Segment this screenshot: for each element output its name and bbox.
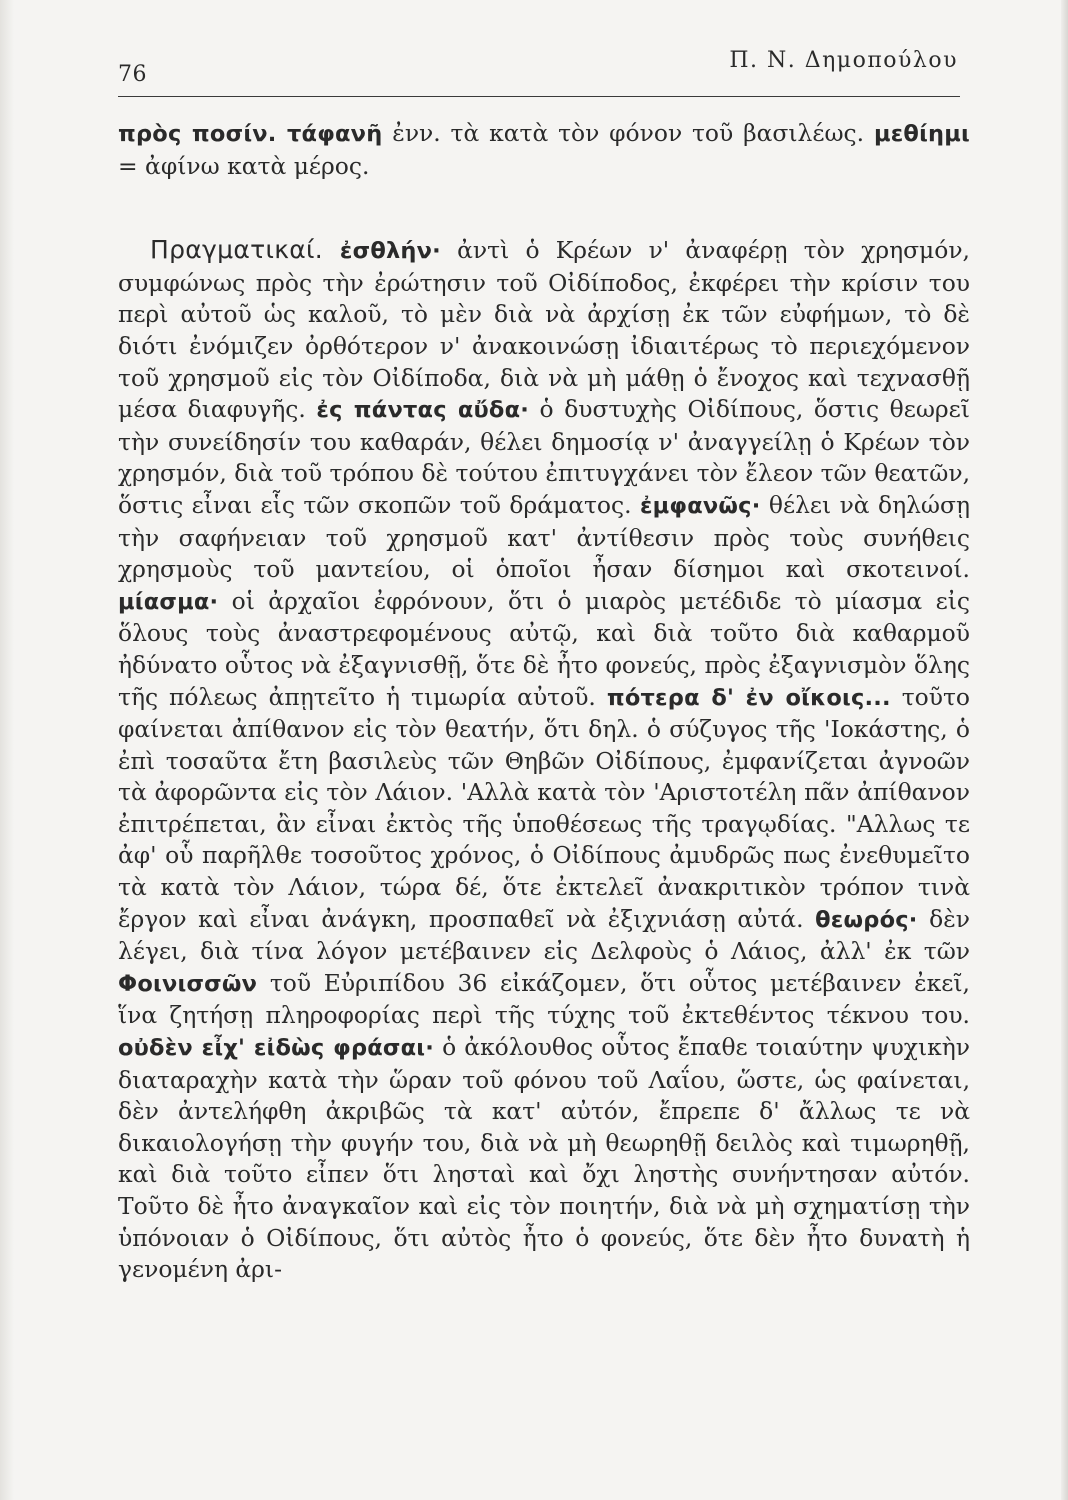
running-head-author: Π. Ν. Δημοπούλου [729,48,958,73]
lemma: μίασμα· [118,588,219,615]
gloss-text: τοῦτο φαίνεται ἀπίθανον εἰς τὸν θεατήν, ὅτι δηλ. ὁ σύζυγος τῆς 'Ιοκάστης, ὁ ἐπὶ τοσαῦτα ἔτη βασιλεὺς τῶν Θηβῶν Οἰδίπους, ἐμφανίζεται ἀγνοῶν τὰ ἀφορῶντα εἰς τὸν Λάιον. 'Αλλὰ κατὰ τὸν 'Αριστοτέλη πᾶν ἀπίθανον ἐπιτρέπεται, ἂν εἶναι ἐκτὸς τῆς ὑποθέσεως τῆς τραγῳδίας. "Αλλως τε ἀφ' οὗ παρῆλθε τοσοῦτος χρόνος, ὁ Οἰδίπους ἀμυδρῶς πως ἐνεθυμεῖτο τὰ κατὰ τὸν Λάιον, τώρα δέ, ὅτε ἐκτελεῖ ἀνακριτικὸν τρόπον τινὰ ἔργον καὶ εἶναι ἀνάγκη, προσπαθεῖ νὰ ἐξιχνιάσῃ αὐτά. [118,682,971,933]
lemma: Φοινισσῶν [118,970,258,997]
paragraph-1 [118,118,970,182]
gloss-text: τοῦ Εὐριπίδου 36 εἰκάζομεν, ὅτι οὗτος μετέβαινεν ἐκεῖ, ἵνα ζητήσῃ πληροφορίας περὶ τῆς τύχης τοῦ ἐκτεθέντος τέκνου του. [118,968,970,1030]
page-gutter-shadow [0,0,14,1500]
lemma: ἐσθλήν· [323,238,441,265]
gloss-text: ὁ δυστυχὴς Οἰδίπους, ὅστις θεωρεῖ τὴν συνείδησίν του καθαράν, θέλει δημοσίᾳ ν' ἀναγγείλῃ ὁ Κρέων τὸν χρησμόν, διὰ τοῦ τρόπου δὲ τούτου ἐπιτυγχάνει τὸν ἔλεον τῶν θεατῶν, ὅστις εἶναι εἷς τῶν σκοπῶν τοῦ δράματος. [118,395,970,519]
gloss-text: δὲν λέγει, διὰ τίνα λόγον μετέβαινεν εἰς Δελφοὺς ὁ Λάιος, ἀλλ' ἐκ τῶν [118,904,970,966]
lemma: ἐμφανῶς· [639,492,761,519]
lemma: πρὸς ποσίν. τάφανῆ [118,121,383,147]
lemma: μεθίημι [873,121,970,147]
running-header [118,44,960,97]
lemma: πότερα δ' ἐν οἴκοις... [606,684,891,711]
lemma: οὐδὲν εἶχ' εἰδὼς φράσαι· [118,1035,435,1062]
gloss-text: ὁ ἀκόλουθος οὗτος ἔπαθε τοιαύτην ψυχικὴν διαταραχὴν κατὰ τὴν ὥραν τοῦ φόνου τοῦ Λαΐου, ὥστε, ὡς φαίνεται, δὲν ἀντελήφθη ἀκριβῶς τὰ κατ' αὐτόν, ἔπρεπε δ' ἄλλως τε νὰ δικαιολογήσῃ τὴν φυγήν του, διὰ νὰ μὴ θεωρηθῇ δειλὸς καὶ τιμωρηθῇ, καὶ διὰ τοῦτο εἶπεν ὅτι λησταὶ καὶ ὄχι ληστὴς συνήντησαν αὐτόν. Τοῦτο δὲ ἦτο ἀναγκαῖον καὶ εἰς τὸν ποιητήν, διὰ νὰ μὴ σχηματίσῃ τὴν ὑπόνοιαν ὁ Οἰδίπους, ὅτι αὐτὸς ἦτο ὁ φονεύς, ὅτε δὲν ἦτο δυνατὴ ἡ γενομένη ἀρι- [118,1033,970,1284]
gloss-text: ἀντὶ ὁ Κρέων ν' ἀναφέρῃ τὸν χρησμόν, συμφώνως πρὸς τὴν ἐρώτησιν τοῦ Οἰδίποδος, ἐκφέρει τὴν κρίσιν του περὶ αὐτοῦ ὡς καλοῦ, τὸ μὲν διὰ νὰ ἀρχίσῃ ἐκ τῶν εὐφήμων, τὸ δὲ διότι ἐνόμιζεν ὀρθότερον ν' ἀνακοινώσῃ ἰδιαιτέρως τὸ περιεχόμενον τοῦ χρησμοῦ εἰς τὸν Οἰδίποδα, διὰ νὰ μὴ μάθῃ ὁ ἔνοχος καὶ τεχνασθῇ μέσα διαφυγῆς. [118,236,970,424]
section-heading: Πραγματικαί. [150,235,324,265]
gloss-text: θέλει νὰ δηλώσῃ τὴν σαφήνειαν τοῦ χρησμοῦ κατ' ἀντίθεσιν πρὸς τοὺς συνήθεις χρησμοὺς τοῦ μαντείου, οἱ ὁποῖοι ἦσαν δίσημοι καὶ σκοτεινοί. [118,490,970,584]
lemma: θεωρός· [815,906,918,933]
lemma: ἐς πάντας αὔδα· [316,397,529,424]
page-edge [1061,0,1068,1500]
commentary-text [118,118,970,1286]
gloss-text: οἱ ἀρχαῖοι ἐφρόνουν, ὅτι ὁ μιαρὸς μετέδιδε τὸ μίασμα εἰς ὅλους τοὺς ἀναστρεφομένους αὐτῷ, καὶ διὰ τοῦτο διὰ καθαρμοῦ ἠδύνατο οὗτος νὰ ἐξαγνισθῇ, ὅτε δὲ ἦτο φονεύς, πρὸς ἐξαγνισμὸν ὅλης τῆς πόλεως ἀπῃτεῖτο ἡ τιμωρία αὐτοῦ. [118,586,970,711]
page-number: 76 [118,62,147,87]
gloss-text: ἐνν. τὰ κατὰ τὸν φόνον τοῦ βασιλέως. [382,119,874,147]
gloss-text: = ἀφίνω κατὰ μέρος. [118,151,370,180]
paragraph-2 [118,234,970,1286]
